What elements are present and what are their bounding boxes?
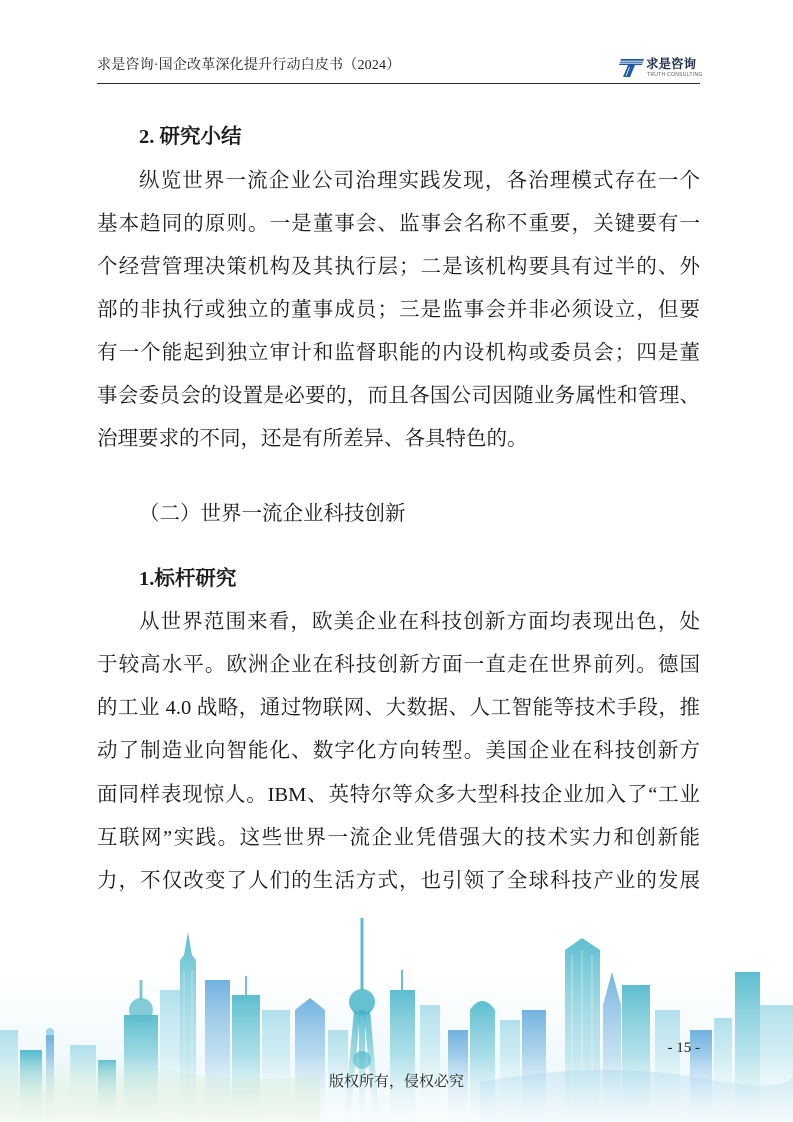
- summary-heading: 2. 研究小结: [139, 125, 242, 148]
- paragraph-benchmark-research: [97, 601, 700, 904]
- running-header-title: 求是咨询·国企改革深化提升行动白皮书（2024）: [97, 58, 401, 73]
- paragraph-line: 面同样表现惊人。IBM、英特尔等众多大型科技企业加入了“工业: [97, 783, 700, 806]
- paragraph-line: 从世界范围来看，欧美企业在科技创新方面均表现出色，处: [139, 610, 700, 633]
- paragraph-line: 个经营管理决策机构及其执行层；二是该机构要具有过半的、外: [97, 256, 700, 278]
- paragraph-line: 于较高水平。欧洲企业在科技创新方面一直走在世界前列。德国: [97, 653, 700, 676]
- paragraph-line: 基本趋同的原则。一是董事会、监事会名称不重要，关键要有一: [97, 213, 700, 235]
- paragraph-line: 纵览世界一流企业公司治理实践发现，各治理模式存在一个: [139, 170, 700, 192]
- logo-wordmark: 求是咨询: [646, 56, 697, 71]
- page-number: - 15 -: [667, 1040, 700, 1056]
- paragraph-line: 事会委员会的设置是必要的，而且各国公司因随业务属性和管理、: [97, 385, 700, 407]
- paragraph-governance-summary: [97, 160, 700, 461]
- header-divider: [97, 83, 700, 84]
- summary-section: [97, 116, 700, 159]
- truth-consulting-logo-icon: [617, 58, 644, 78]
- paragraph-line: 力，不仅改变了人们的生活方式，也引领了全球科技产业的发展: [97, 870, 700, 893]
- company-logo: [617, 56, 701, 80]
- paragraph-line: 的工业 4.0 战略，通过物联网、大数据、人工智能等技术手段，推: [97, 697, 700, 720]
- paragraph-line: 互联网”实践。这些世界一流企业凭借强大的技术实力和创新能: [97, 826, 700, 849]
- section-heading: （二）世界一流企业科技创新: [139, 502, 406, 525]
- paragraph-line: 治理要求的不同，还是有所差异、各具特色的。: [97, 428, 528, 450]
- copyright-notice: 版权所有，侵权必究: [328, 1074, 464, 1090]
- benchmark-heading: 1.标杆研究: [139, 567, 237, 590]
- paragraph-line: 部的非执行或独立的董事成员；三是监事会并非必须设立，但要: [97, 299, 700, 321]
- tech-innovation-section: [97, 493, 700, 536]
- paragraph-line: 动了制造业向智能化、数字化方向转型。美国企业在科技创新方: [97, 740, 700, 763]
- benchmark-section: [97, 558, 700, 601]
- logo-tagline: TRUTH CONSULTING: [647, 72, 703, 78]
- paragraph-line: 有一个能起到独立审计和监督职能的内设机构或委员会；四是董: [97, 342, 700, 364]
